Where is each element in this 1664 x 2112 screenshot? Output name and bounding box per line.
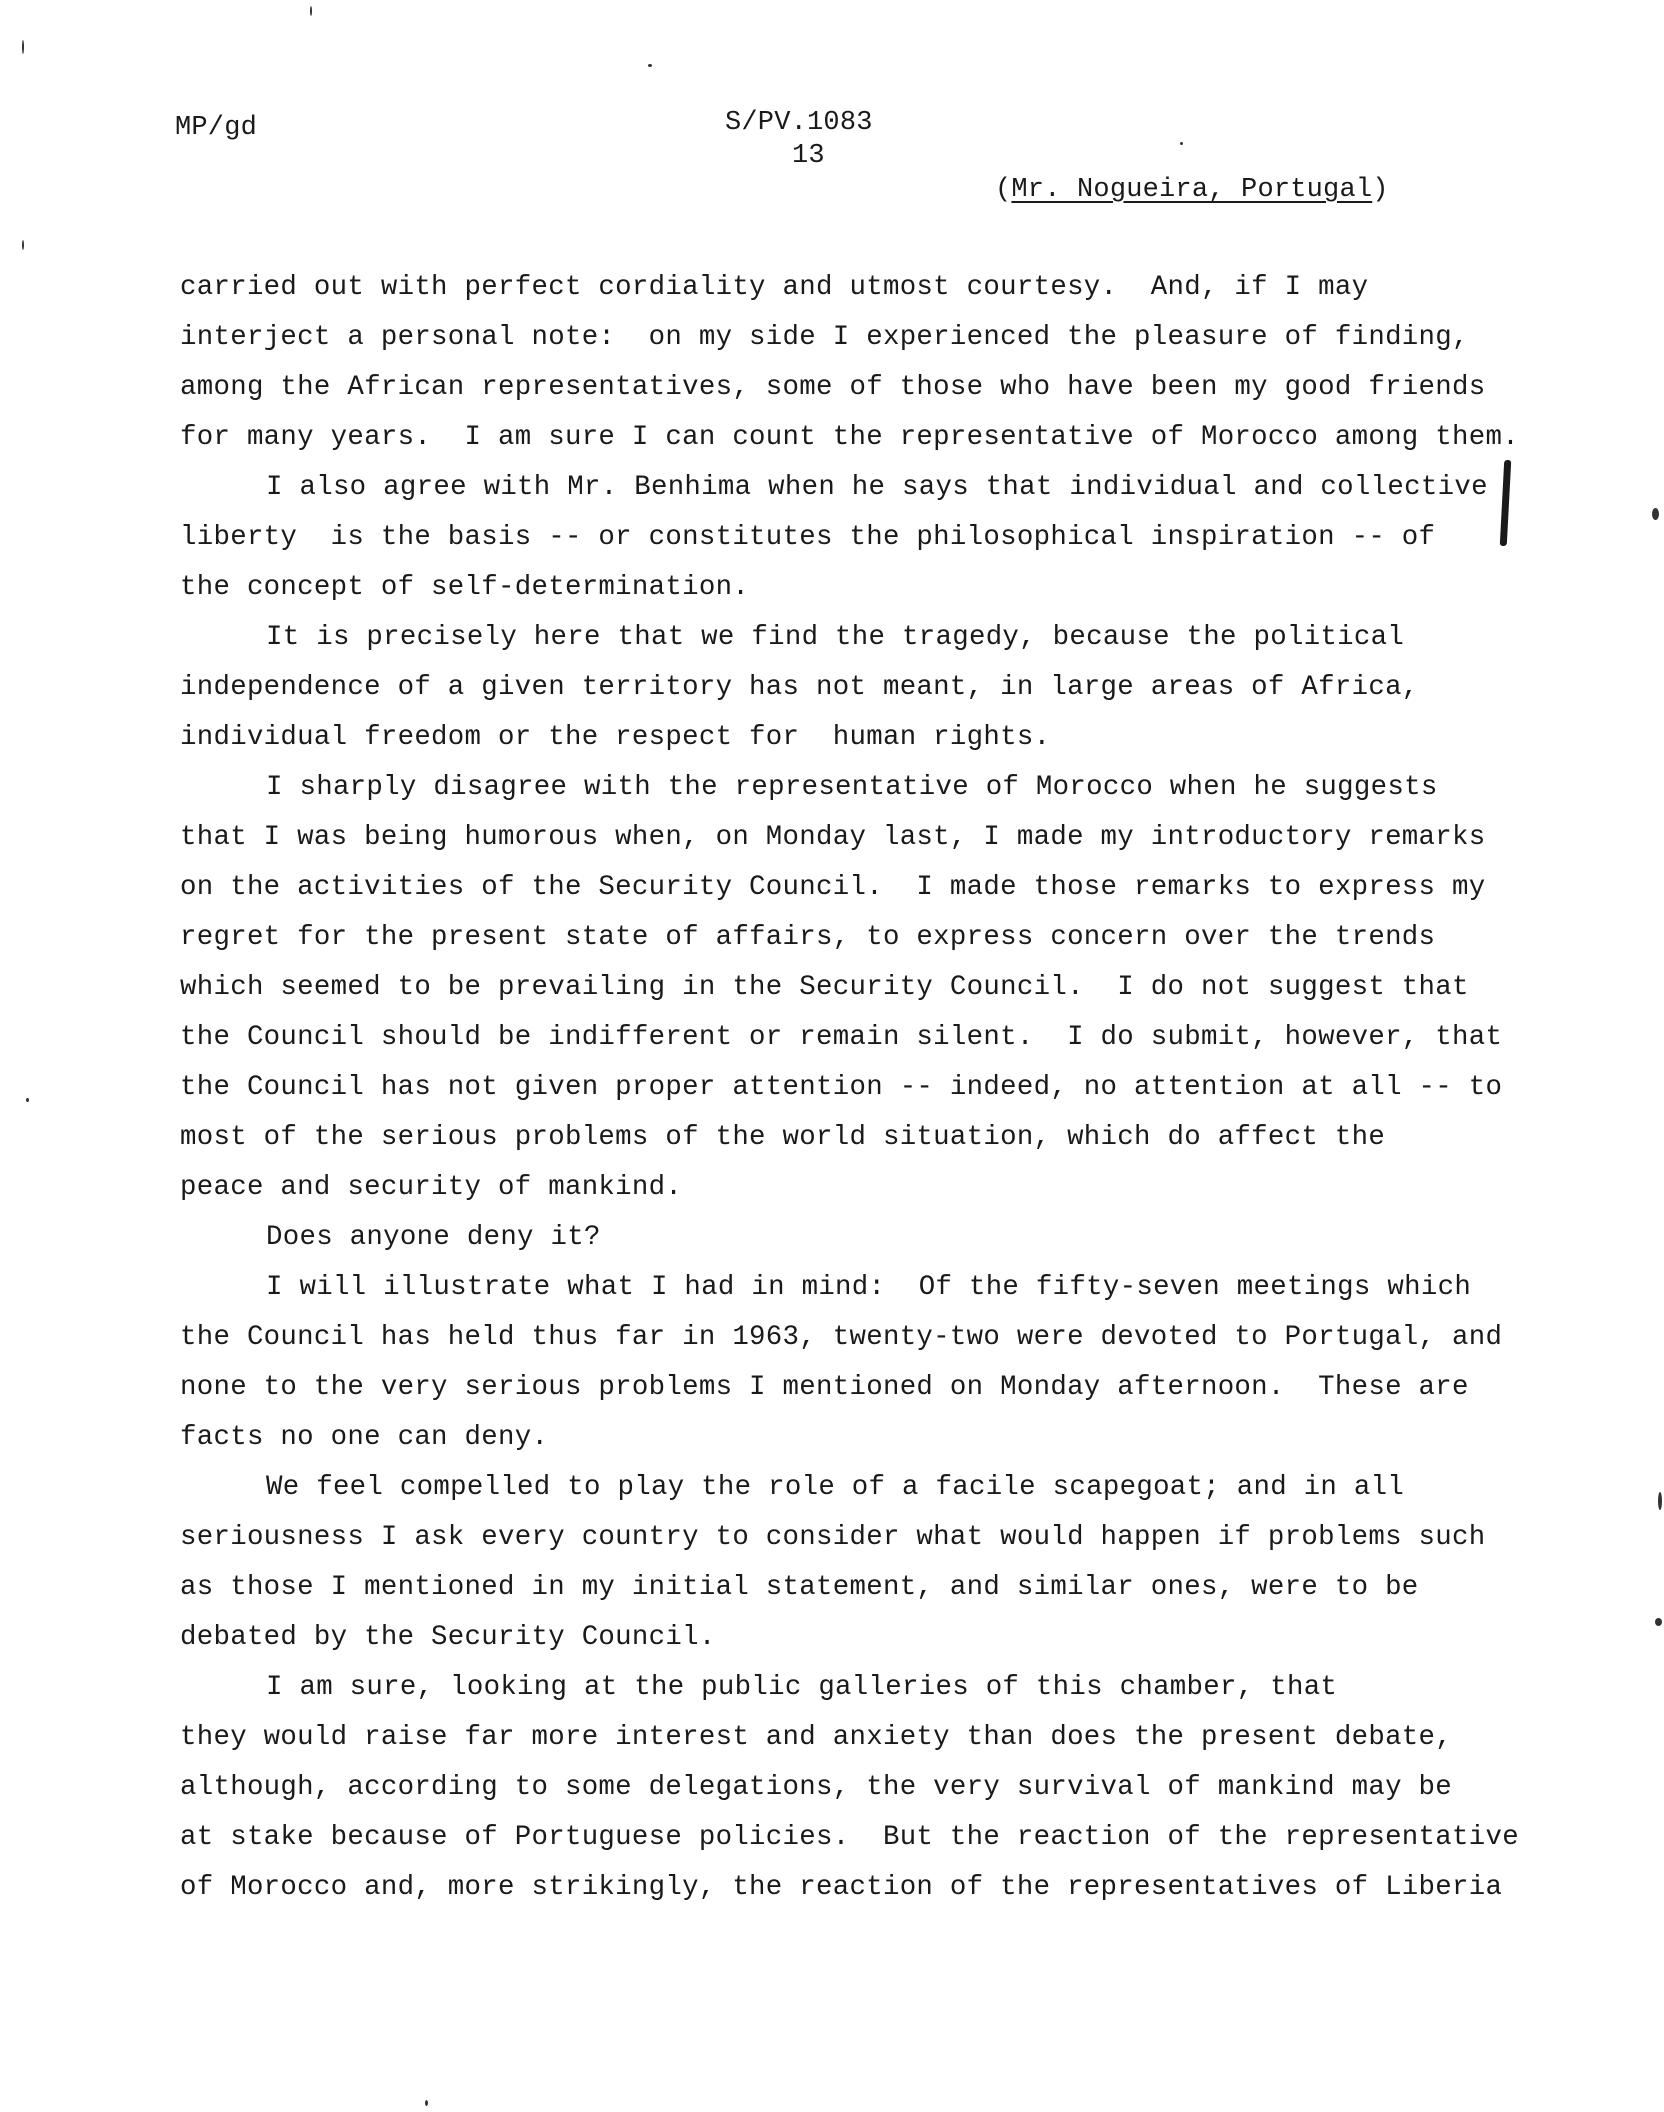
text-line: among the African representatives, some of those who have been my good friends: [180, 372, 1486, 403]
scan-speck: [1180, 142, 1183, 145]
text-line: they would raise far more interest and anxiety than does the present debate,: [180, 1722, 1453, 1753]
text-line: none to the very serious problems I mentioned on Monday afternoon. These are: [180, 1372, 1469, 1403]
text-line: carried out with perfect cordiality and utmost courtesy. And, if I may: [180, 272, 1369, 303]
text-line: I am sure, looking at the public galleries of this chamber, that: [266, 1672, 1338, 1703]
scan-speck: [425, 2100, 428, 2106]
page-number: 13: [792, 141, 825, 171]
text-line: of Morocco and, more strikingly, the reaction of the representatives of Liberia: [180, 1872, 1503, 1903]
text-line: I will illustrate what I had in mind: Of the fifty-seven meetings which: [266, 1272, 1472, 1303]
speaker-attribution: [995, 174, 1389, 206]
scan-speck: [26, 1098, 29, 1102]
document-symbol: S/PV.1083: [725, 108, 873, 138]
text-line: at stake because of Portuguese policies. But the reaction of the representative: [180, 1822, 1519, 1853]
text-line: I sharply disagree with the representative of Morocco when he suggests: [266, 772, 1438, 803]
margin-sidebar-mark: [1500, 460, 1512, 546]
text-line: although, according to some delegations, the very survival of mankind may be: [180, 1772, 1453, 1803]
text-line: I also agree with Mr. Benhima when he says that individual and collective: [266, 472, 1488, 503]
speaker-name: Mr. Nogueira, Portugal: [1011, 175, 1373, 205]
text-line: We feel compelled to play the role of a facile scapegoat; and in all: [266, 1472, 1405, 1503]
text-line: It is precisely here that we find the tragedy, because the political: [266, 622, 1405, 653]
speaker-close-paren: ): [1372, 175, 1389, 205]
typist-reference: MP/gd: [175, 113, 258, 143]
speaker-open-paren: (: [995, 175, 1012, 205]
text-line: debated by the Security Council.: [180, 1622, 716, 1653]
scan-speck: [1655, 1618, 1662, 1626]
text-line: for many years. I am sure I can count the representative of Morocco among them.: [180, 422, 1519, 453]
text-line: seriousness I ask every country to consider what would happen if problems such: [180, 1522, 1486, 1553]
text-line: interject a personal note: on my side I experienced the pleasure of finding,: [180, 322, 1469, 353]
text-line: the Council has held thus far in 1963, twenty-two were devoted to Portugal, and: [180, 1322, 1503, 1353]
text-line: as those I mentioned in my initial statement, and similar ones, were to be: [180, 1572, 1419, 1603]
text-line: most of the serious problems of the world situation, which do affect the: [180, 1122, 1386, 1153]
text-line: the concept of self-determination.: [180, 572, 750, 603]
text-line: regret for the present state of affairs, to express concern over the trends: [180, 922, 1436, 953]
text-line: the Council should be indifferent or remain silent. I do submit, however, that: [180, 1022, 1503, 1053]
text-line: liberty is the basis -- or constitutes the philosophical inspiration -- of: [180, 522, 1436, 553]
scan-speck: [310, 6, 312, 16]
text-line: on the activities of the Security Council. I made those remarks to express my: [180, 872, 1486, 903]
scan-speck: [1658, 1492, 1662, 1510]
text-line: the Council has not given proper attention -- indeed, no attention at all -- to: [180, 1072, 1503, 1103]
scan-speck: [1652, 508, 1659, 520]
text-line: individual freedom or the respect for human rights.: [180, 722, 1051, 753]
scan-speck: [648, 64, 652, 67]
text-line: that I was being humorous when, on Monday last, I made my introductory remarks: [180, 822, 1486, 853]
scan-speck: [22, 40, 24, 54]
text-line: which seemed to be prevailing in the Security Council. I do not suggest that: [180, 972, 1469, 1003]
text-line: peace and security of mankind.: [180, 1172, 683, 1203]
text-line: facts no one can deny.: [180, 1422, 549, 1453]
text-line: independence of a given territory has not meant, in large areas of Africa,: [180, 672, 1419, 703]
text-line: Does anyone deny it?: [266, 1222, 601, 1253]
scan-speck: [22, 240, 24, 250]
